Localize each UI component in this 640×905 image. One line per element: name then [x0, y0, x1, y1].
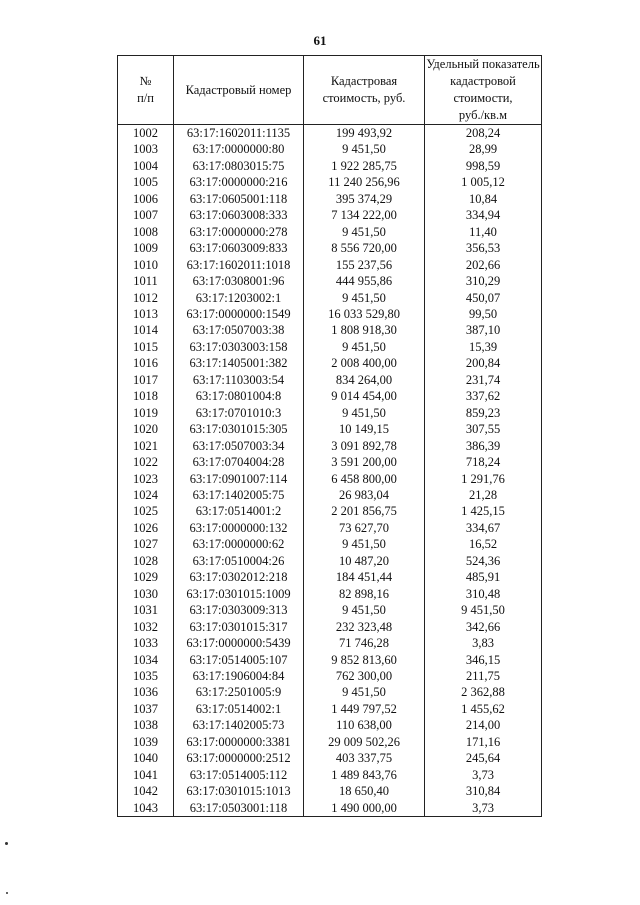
row-number-cell: 1037 — [118, 701, 174, 717]
table-row — [118, 668, 542, 684]
cadastral-cost-cell: 403 337,75 — [304, 750, 425, 766]
table-row — [118, 471, 542, 487]
table-row — [118, 652, 542, 668]
row-number-cell: 1007 — [118, 207, 174, 223]
row-number-cell: 1005 — [118, 174, 174, 190]
header-num-line2: п/п — [137, 91, 154, 105]
specific-indicator-cell: 718,24 — [425, 454, 542, 470]
cadastral-number-cell: 63:17:0514002:1 — [174, 701, 304, 717]
cadastral-cost-cell: 6 458 800,00 — [304, 471, 425, 487]
table-row — [118, 339, 542, 355]
cadastral-cost-cell: 9 014 454,00 — [304, 388, 425, 404]
cadastral-cost-cell: 9 451,50 — [304, 339, 425, 355]
cadastral-number-cell: 63:17:0514005:107 — [174, 652, 304, 668]
header-cadastral-cost — [304, 56, 425, 125]
cadastral-cost-cell: 1 490 000,00 — [304, 800, 425, 817]
cadastral-cost-cell: 9 451,50 — [304, 141, 425, 157]
cadastral-cost-cell: 155 237,56 — [304, 257, 425, 273]
specific-indicator-cell: 3,73 — [425, 767, 542, 783]
table-row — [118, 322, 542, 338]
table-row — [118, 405, 542, 421]
specific-indicator-cell: 16,52 — [425, 536, 542, 552]
cadastral-number-cell: 63:17:1203002:1 — [174, 290, 304, 306]
cadastral-number-cell: 63:17:0801004:8 — [174, 388, 304, 404]
cadastral-cost-cell: 9 451,50 — [304, 290, 425, 306]
row-number-cell: 1022 — [118, 454, 174, 470]
table-row — [118, 438, 542, 454]
cadastral-cost-cell: 2 201 856,75 — [304, 503, 425, 519]
cadastral-cost-cell: 395 374,29 — [304, 191, 425, 207]
specific-indicator-cell: 310,84 — [425, 783, 542, 799]
cadastral-cost-cell: 184 451,44 — [304, 569, 425, 585]
row-number-cell: 1020 — [118, 421, 174, 437]
cadastral-number-cell: 63:17:0603008:333 — [174, 207, 304, 223]
specific-indicator-cell: 10,84 — [425, 191, 542, 207]
header-cost-line1: Кадастровая — [330, 74, 398, 88]
cadastral-cost-cell: 3 591 200,00 — [304, 454, 425, 470]
cadastral-cost-cell: 3 091 892,78 — [304, 438, 425, 454]
table-row — [118, 372, 542, 388]
header-cadastral-number — [174, 56, 304, 125]
header-specific-line1: Удельный показатель — [426, 57, 540, 71]
row-number-cell: 1042 — [118, 783, 174, 799]
cadastral-number-cell: 63:17:0000000:2512 — [174, 750, 304, 766]
row-number-cell: 1014 — [118, 322, 174, 338]
cadastral-cost-cell: 7 134 222,00 — [304, 207, 425, 223]
cadastral-number-cell: 63:17:0803015:75 — [174, 158, 304, 174]
specific-indicator-cell: 859,23 — [425, 405, 542, 421]
cadastral-cost-cell: 9 451,50 — [304, 405, 425, 421]
row-number-cell: 1036 — [118, 684, 174, 700]
cadastral-cost-cell: 73 627,70 — [304, 520, 425, 536]
cadastral-cost-cell: 9 852 813,60 — [304, 652, 425, 668]
table-row — [118, 290, 542, 306]
row-number-cell: 1009 — [118, 240, 174, 256]
cadastral-number-cell: 63:17:0507003:34 — [174, 438, 304, 454]
cadastral-cost-cell: 9 451,50 — [304, 224, 425, 240]
scan-speck — [6, 892, 8, 894]
header-num-line1: № — [139, 74, 152, 88]
row-number-cell: 1039 — [118, 734, 174, 750]
table-row — [118, 536, 542, 552]
specific-indicator-cell: 386,39 — [425, 438, 542, 454]
table-row — [118, 553, 542, 569]
cadastral-number-cell: 63:17:0514005:112 — [174, 767, 304, 783]
table-row — [118, 586, 542, 602]
cadastral-number-cell: 63:17:0302012:218 — [174, 569, 304, 585]
header-specific-line3: стоимости, — [453, 91, 513, 105]
specific-indicator-cell: 214,00 — [425, 717, 542, 733]
row-number-cell: 1029 — [118, 569, 174, 585]
specific-indicator-cell: 450,07 — [425, 290, 542, 306]
row-number-cell: 1021 — [118, 438, 174, 454]
specific-indicator-cell: 1 005,12 — [425, 174, 542, 190]
specific-indicator-cell: 28,99 — [425, 141, 542, 157]
specific-indicator-cell: 171,16 — [425, 734, 542, 750]
table-row — [118, 273, 542, 289]
header-specific-indicator — [425, 56, 542, 125]
cadastral-cost-cell: 444 955,86 — [304, 273, 425, 289]
cadastral-number-cell: 63:17:0301015:317 — [174, 619, 304, 635]
cadastral-number-cell: 63:17:0605001:118 — [174, 191, 304, 207]
cadastral-cost-cell: 16 033 529,80 — [304, 306, 425, 322]
row-number-cell: 1028 — [118, 553, 174, 569]
row-number-cell: 1008 — [118, 224, 174, 240]
table-row — [118, 520, 542, 536]
specific-indicator-cell: 356,53 — [425, 240, 542, 256]
specific-indicator-cell: 342,66 — [425, 619, 542, 635]
row-number-cell: 1012 — [118, 290, 174, 306]
cadastral-number-cell: 63:17:1402005:75 — [174, 487, 304, 503]
table-row — [118, 158, 542, 174]
specific-indicator-cell: 3,83 — [425, 635, 542, 651]
table-row — [118, 141, 542, 157]
table-row — [118, 717, 542, 733]
table-row — [118, 487, 542, 503]
cadastral-number-cell: 63:17:0603009:833 — [174, 240, 304, 256]
row-number-cell: 1035 — [118, 668, 174, 684]
table-row — [118, 602, 542, 618]
cadastral-number-cell: 63:17:2501005:9 — [174, 684, 304, 700]
page-number: 61 — [313, 33, 327, 48]
scan-speck — [5, 842, 8, 845]
row-number-cell: 1027 — [118, 536, 174, 552]
cadastral-cost-cell: 8 556 720,00 — [304, 240, 425, 256]
row-number-cell: 1040 — [118, 750, 174, 766]
cadastral-cost-cell: 232 323,48 — [304, 619, 425, 635]
row-number-cell: 1010 — [118, 257, 174, 273]
specific-indicator-cell: 485,91 — [425, 569, 542, 585]
cadastral-cost-cell: 199 493,92 — [304, 125, 425, 142]
specific-indicator-cell: 3,73 — [425, 800, 542, 817]
cadastral-number-cell: 63:17:0503001:118 — [174, 800, 304, 817]
specific-indicator-cell: 200,84 — [425, 355, 542, 371]
row-number-cell: 1031 — [118, 602, 174, 618]
cadastral-number-cell: 63:17:0000000:132 — [174, 520, 304, 536]
cadastral-number-cell: 63:17:0704004:28 — [174, 454, 304, 470]
cadastral-value-table — [117, 55, 542, 817]
cadastral-cost-cell: 1 922 285,75 — [304, 158, 425, 174]
specific-indicator-cell: 346,15 — [425, 652, 542, 668]
cadastral-number-cell: 63:17:0000000:5439 — [174, 635, 304, 651]
cadastral-cost-cell: 10 487,20 — [304, 553, 425, 569]
specific-indicator-cell: 307,55 — [425, 421, 542, 437]
header-row-number — [118, 56, 174, 125]
row-number-cell: 1030 — [118, 586, 174, 602]
cadastral-cost-cell: 1 489 843,76 — [304, 767, 425, 783]
table-row — [118, 257, 542, 273]
specific-indicator-cell: 310,48 — [425, 586, 542, 602]
table-row — [118, 174, 542, 190]
table-row — [118, 355, 542, 371]
cadastral-number-cell: 63:17:0303009:313 — [174, 602, 304, 618]
cadastral-cost-cell: 11 240 256,96 — [304, 174, 425, 190]
specific-indicator-cell: 99,50 — [425, 306, 542, 322]
cadastral-number-cell: 63:17:0510004:26 — [174, 553, 304, 569]
table-row — [118, 503, 542, 519]
row-number-cell: 1003 — [118, 141, 174, 157]
specific-indicator-cell: 1 291,76 — [425, 471, 542, 487]
table-row — [118, 569, 542, 585]
cadastral-number-cell: 63:17:0000000:216 — [174, 174, 304, 190]
specific-indicator-cell: 310,29 — [425, 273, 542, 289]
row-number-cell: 1018 — [118, 388, 174, 404]
cadastral-cost-cell: 1 449 797,52 — [304, 701, 425, 717]
table-row — [118, 750, 542, 766]
specific-indicator-cell: 524,36 — [425, 553, 542, 569]
cadastral-number-cell: 63:17:0000000:80 — [174, 141, 304, 157]
row-number-cell: 1041 — [118, 767, 174, 783]
cadastral-cost-cell: 762 300,00 — [304, 668, 425, 684]
specific-indicator-cell: 231,74 — [425, 372, 542, 388]
row-number-cell: 1038 — [118, 717, 174, 733]
cadastral-cost-cell: 71 746,28 — [304, 635, 425, 651]
specific-indicator-cell: 15,39 — [425, 339, 542, 355]
row-number-cell: 1006 — [118, 191, 174, 207]
row-number-cell: 1026 — [118, 520, 174, 536]
specific-indicator-cell: 202,66 — [425, 257, 542, 273]
table-row — [118, 800, 542, 817]
row-number-cell: 1024 — [118, 487, 174, 503]
row-number-cell: 1017 — [118, 372, 174, 388]
cadastral-cost-cell: 10 149,15 — [304, 421, 425, 437]
specific-indicator-cell: 334,67 — [425, 520, 542, 536]
cadastral-number-cell: 63:17:0000000:3381 — [174, 734, 304, 750]
cadastral-cost-cell: 9 451,50 — [304, 536, 425, 552]
cadastral-number-cell: 63:17:1602011:1018 — [174, 257, 304, 273]
cadastral-cost-cell: 1 808 918,30 — [304, 322, 425, 338]
table-row — [118, 454, 542, 470]
row-number-cell: 1015 — [118, 339, 174, 355]
row-number-cell: 1025 — [118, 503, 174, 519]
cadastral-number-cell: 63:17:0301015:1013 — [174, 783, 304, 799]
table-row — [118, 388, 542, 404]
table-row — [118, 767, 542, 783]
cadastral-number-cell: 63:17:0507003:38 — [174, 322, 304, 338]
header-cadastral-number-label: Кадастровый номер — [185, 82, 292, 97]
cadastral-number-cell: 63:17:0514001:2 — [174, 503, 304, 519]
cadastral-cost-cell: 2 008 400,00 — [304, 355, 425, 371]
cadastral-number-cell: 63:17:0000000:278 — [174, 224, 304, 240]
row-number-cell: 1043 — [118, 800, 174, 817]
cadastral-number-cell: 63:17:0701010:3 — [174, 405, 304, 421]
specific-indicator-cell: 2 362,88 — [425, 684, 542, 700]
cadastral-cost-cell: 18 650,40 — [304, 783, 425, 799]
cadastral-cost-cell: 26 983,04 — [304, 487, 425, 503]
row-number-cell: 1023 — [118, 471, 174, 487]
table-body — [118, 125, 542, 817]
row-number-cell: 1013 — [118, 306, 174, 322]
table-row — [118, 191, 542, 207]
table-row — [118, 783, 542, 799]
table-row — [118, 207, 542, 223]
cadastral-cost-cell: 834 264,00 — [304, 372, 425, 388]
row-number-cell: 1019 — [118, 405, 174, 421]
cadastral-number-cell: 63:17:0308001:96 — [174, 273, 304, 289]
row-number-cell: 1002 — [118, 125, 174, 142]
cadastral-cost-cell: 110 638,00 — [304, 717, 425, 733]
cadastral-number-cell: 63:17:0901007:114 — [174, 471, 304, 487]
specific-indicator-cell: 21,28 — [425, 487, 542, 503]
cadastral-cost-cell: 9 451,50 — [304, 602, 425, 618]
row-number-cell: 1004 — [118, 158, 174, 174]
specific-indicator-cell: 11,40 — [425, 224, 542, 240]
specific-indicator-cell: 9 451,50 — [425, 602, 542, 618]
cadastral-number-cell: 63:17:0301015:1009 — [174, 586, 304, 602]
cadastral-number-cell: 63:17:0303003:158 — [174, 339, 304, 355]
table-row — [118, 701, 542, 717]
header-specific-line2: кадастровой — [450, 74, 516, 88]
specific-indicator-cell: 998,59 — [425, 158, 542, 174]
cadastral-cost-cell: 9 451,50 — [304, 684, 425, 700]
specific-indicator-cell: 334,94 — [425, 207, 542, 223]
header-cost-line2: стоимость, руб. — [322, 91, 406, 105]
specific-indicator-cell: 387,10 — [425, 322, 542, 338]
table-row — [118, 306, 542, 322]
table-row — [118, 224, 542, 240]
specific-indicator-cell: 1 455,62 — [425, 701, 542, 717]
table-row — [118, 619, 542, 635]
specific-indicator-cell: 211,75 — [425, 668, 542, 684]
specific-indicator-cell: 208,24 — [425, 125, 542, 142]
row-number-cell: 1011 — [118, 273, 174, 289]
cadastral-number-cell: 63:17:1402005:73 — [174, 717, 304, 733]
header-specific-line4: руб./кв.м — [458, 108, 508, 122]
cadastral-number-cell: 63:17:1405001:382 — [174, 355, 304, 371]
cadastral-number-cell: 63:17:0301015:305 — [174, 421, 304, 437]
cadastral-number-cell: 63:17:1602011:1135 — [174, 125, 304, 142]
cadastral-number-cell: 63:17:1906004:84 — [174, 668, 304, 684]
specific-indicator-cell: 245,64 — [425, 750, 542, 766]
table-row — [118, 684, 542, 700]
cadastral-cost-cell: 82 898,16 — [304, 586, 425, 602]
cadastral-number-cell: 63:17:0000000:1549 — [174, 306, 304, 322]
cadastral-cost-cell: 29 009 502,26 — [304, 734, 425, 750]
table-row — [118, 635, 542, 651]
table-row — [118, 734, 542, 750]
cadastral-number-cell: 63:17:1103003:54 — [174, 372, 304, 388]
row-number-cell: 1032 — [118, 619, 174, 635]
row-number-cell: 1016 — [118, 355, 174, 371]
row-number-cell: 1034 — [118, 652, 174, 668]
table-row — [118, 240, 542, 256]
table-row — [118, 125, 542, 142]
specific-indicator-cell: 337,62 — [425, 388, 542, 404]
row-number-cell: 1033 — [118, 635, 174, 651]
specific-indicator-cell: 1 425,15 — [425, 503, 542, 519]
cadastral-number-cell: 63:17:0000000:62 — [174, 536, 304, 552]
table-row — [118, 421, 542, 437]
table-header-row — [118, 56, 542, 125]
